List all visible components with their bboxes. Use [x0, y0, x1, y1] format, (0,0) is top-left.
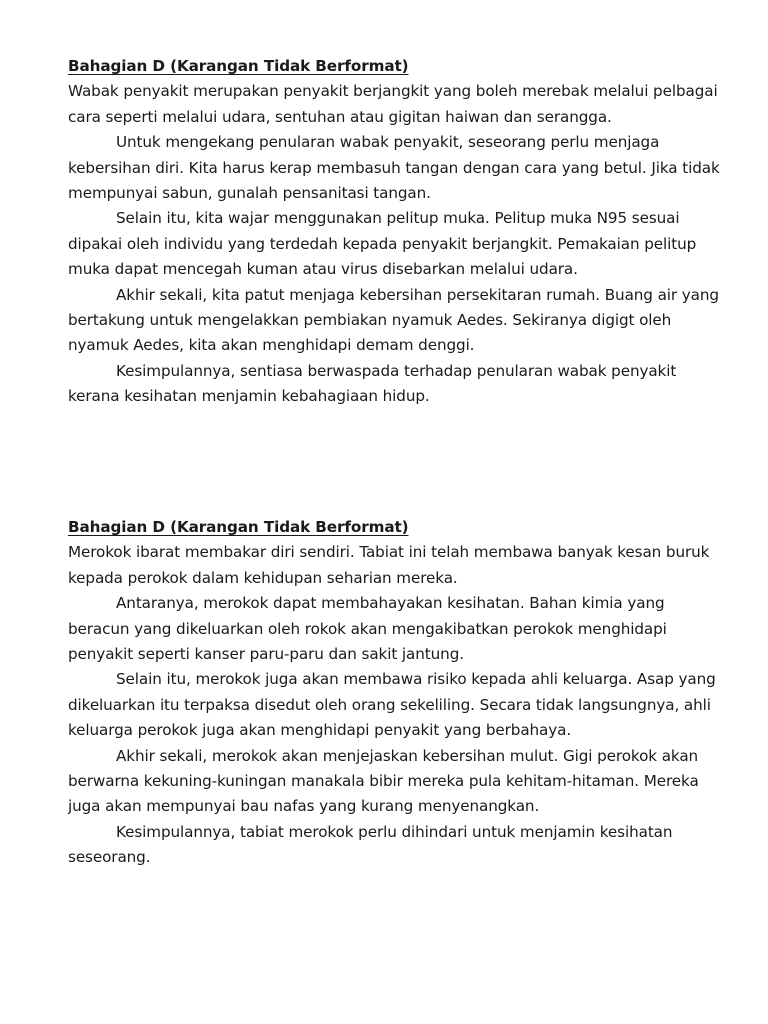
essay-paragraph: Antaranya, merokok dapat membahayakan kesihatan. Bahan kimia yang beracun yang dikeluarkan oleh rokok akan mengakibatkan perokok menghidapi penyakit seperti kanser paru-paru dan sakit jantung. [68, 594, 667, 664]
essay-section-1 [68, 54, 728, 410]
essay-paragraph: Untuk mengekang penularan wabak penyakit, seseorang perlu menjaga kebersihan diri. Kita harus kerap membasuh tangan dengan cara yang betul. Jika tidak mempunyai sabun, gunalah pensanitasi tangan. [68, 133, 720, 203]
essay-paragraph: Selain itu, merokok juga akan membawa risiko kepada ahli keluarga. Asap yang dikeluarkan itu terpaksa disedut oleh orang sekeliling. Secara tidak langsungnya, ahli keluarga perokok juga akan menghidapi penyakit yang berbahaya. [68, 670, 716, 740]
essay-paragraph: Akhir sekali, kita patut menjaga kebersihan persekitaran rumah. Buang air yang bertakung untuk mengelakkan pembiakan nyamuk Aedes. Sekiranya digigt oleh nyamuk Aedes, kita akan menghidapi demam denggi. [68, 285, 719, 355]
essay-title: Bahagian D (Karangan Tidak Berformat) [68, 57, 409, 75]
essay-paragraph: Kesimpulannya, tabiat merokok perlu dihindari untuk menjamin kesihatan seseorang. [68, 822, 673, 867]
essay-section-2 [68, 515, 728, 871]
essay-paragraph: Merokok ibarat membakar diri sendiri. Tabiat ini telah membawa banyak kesan buruk kepada perokok dalam kehidupan seharian mereka. [68, 543, 710, 587]
essay-paragraph: Kesimpulannya, sentiasa berwaspada terhadap penularan wabak penyakit kerana kesihatan menjamin kebahagiaan hidup. [68, 361, 677, 406]
essay-paragraph: Selain itu, kita wajar menggunakan pelitup muka. Pelitup muka N95 sesuai dipakai oleh individu yang terdedah kepada penyakit berjangkit. Pemakaian pelitup muka dapat mencegah kuman atau virus disebarkan melalui udara. [68, 209, 697, 279]
essay-paragraph: Akhir sekali, merokok akan menjejaskan kebersihan mulut. Gigi perokok akan berwarna kekuning-kuningan manakala bibir mereka pula kehitam-hitaman. Mereka juga akan mempunyai bau nafas yang kurang menyenangkan. [68, 746, 699, 816]
essay-title: Bahagian D (Karangan Tidak Berformat) [68, 518, 409, 536]
essay-paragraph: Wabak penyakit merupakan penyakit berjangkit yang boleh merebak melalui pelbagai cara seperti melalui udara, sentuhan atau gigitan haiwan dan serangga. [68, 82, 718, 126]
